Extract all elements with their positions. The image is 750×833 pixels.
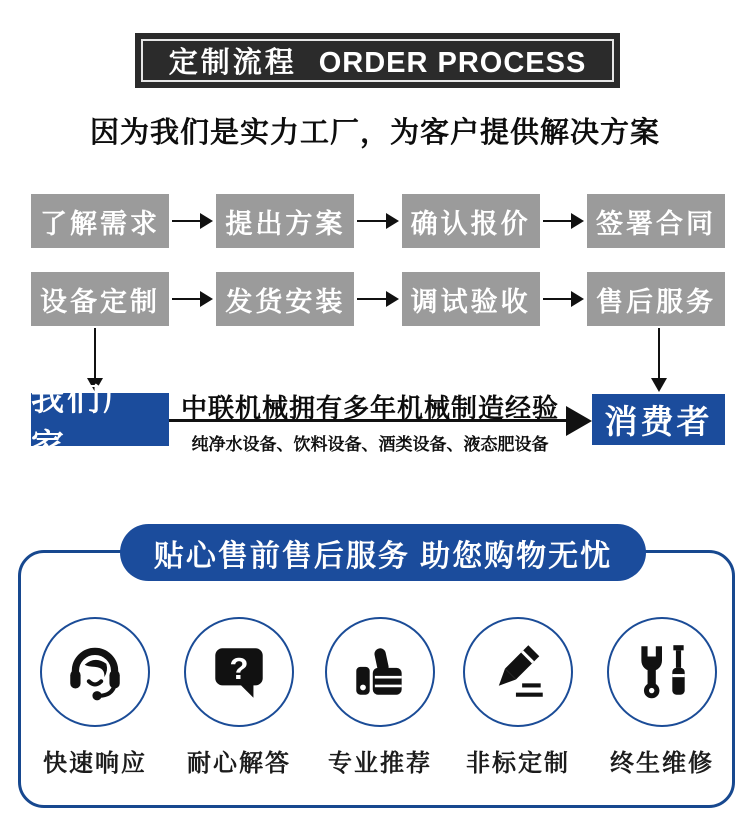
pencil-icon: [463, 617, 573, 727]
page-subtitle: 因为我们是实力工厂，为客户提供解决方案: [89, 117, 660, 149]
arrow-right-icon: [566, 406, 592, 436]
process-step-box: 提出方案: [216, 194, 354, 248]
service-banner: 贴心售前售后服务 助您购物无忧: [120, 524, 646, 581]
consumer-box: 消费者: [592, 394, 725, 445]
thumbs-up-icon: [325, 617, 435, 727]
process-row-1: [31, 194, 725, 248]
process-step-box: 确认报价: [402, 194, 540, 248]
service-item-pro-recommend: [315, 617, 445, 778]
banner-title-en: ORDER PROCESS: [318, 47, 587, 79]
arrow-down-icon: [651, 378, 667, 392]
service-item-label: 专业推荐: [328, 750, 432, 777]
arrow-right-icon: [354, 291, 401, 307]
process-step-box: 了解需求: [31, 194, 169, 248]
process-step-box: 设备定制: [31, 272, 169, 326]
wrench-screwdriver-icon: [607, 617, 717, 727]
process-step-box: 签署合同: [587, 194, 725, 248]
service-item-label: 非标定制: [466, 750, 570, 777]
arrow-right-icon: [169, 213, 216, 229]
process-step-box: 售后服务: [587, 272, 725, 326]
service-item-label: 耐心解答: [187, 750, 291, 777]
experience-title: 中联机械拥有多年机械制造经验: [180, 393, 559, 423]
order-process-banner: [135, 33, 620, 88]
arrow-right-icon: [354, 213, 401, 229]
process-step-box: 调试验收: [402, 272, 540, 326]
arrow-right-icon: [540, 291, 587, 307]
arrow-right-icon: [540, 213, 587, 229]
service-item-label: 快速响应: [43, 750, 147, 777]
banner-title-cn: 定制流程: [168, 47, 297, 79]
process-step-box: 发货安装: [216, 272, 354, 326]
service-item-label: 终生维修: [610, 750, 714, 777]
service-item-custom-design: [453, 617, 583, 778]
service-item-patient-answer: [174, 617, 304, 778]
arrow-right-icon: [169, 291, 216, 307]
arrow-down-line: [658, 328, 660, 380]
equipment-list: 纯净水设备、饮料设备、酒类设备、液态肥设备: [191, 435, 549, 454]
svg-text:?: ?: [229, 651, 249, 687]
service-item-lifetime-repair: [597, 617, 727, 778]
process-row-2: [31, 272, 725, 326]
headset-icon: [40, 617, 150, 727]
service-item-fast-response: [30, 617, 160, 778]
question-bubble-icon: [184, 617, 294, 727]
factory-box: 我们厂家: [31, 393, 169, 446]
banner-title: [169, 40, 587, 81]
